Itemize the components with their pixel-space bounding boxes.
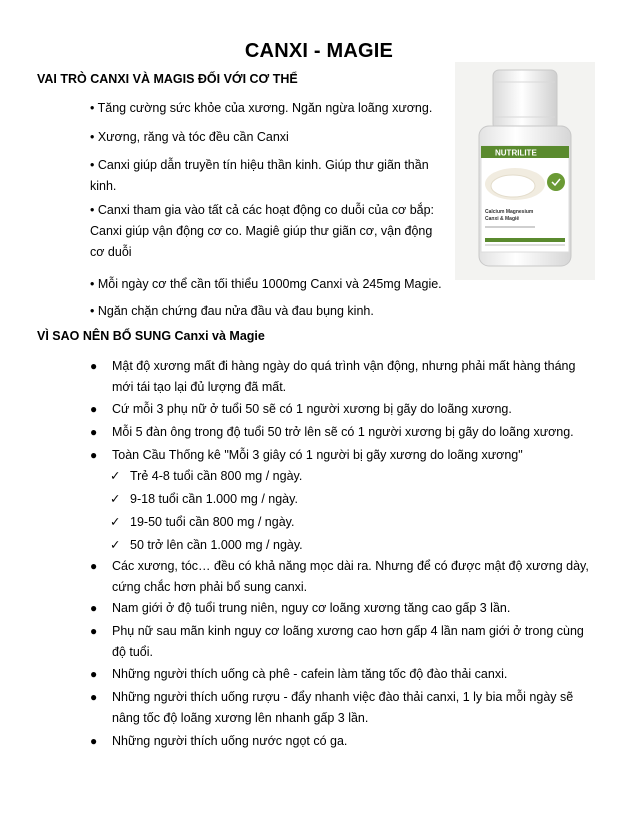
why-item: ● Phụ nữ sau mãn kinh nguy cơ loãng xương cao hơn gấp 4 lần nam giới ở trong cùng độ tuổi. bbox=[90, 621, 590, 663]
page-title: CANXI - MAGIE bbox=[244, 40, 394, 62]
bullet-icon: ● bbox=[90, 624, 98, 638]
product-brand: NUTRILITE bbox=[495, 148, 537, 158]
why-item: ● Các xương, tóc… đều có khả năng mọc dài ra. Nhưng để có được mật độ xương dày, cứng chắc hơn phải bổ sung canxi. bbox=[90, 556, 590, 598]
check-icon: ✓ bbox=[110, 492, 121, 506]
bullet-icon: ● bbox=[90, 359, 98, 373]
bullet-icon: ● bbox=[90, 559, 98, 573]
checklist-item: ✓ 9-18 tuổi cần 1.000 mg / ngày. bbox=[110, 489, 298, 510]
checklist-item: ✓ Trẻ 4-8 tuổi cần 800 mg / ngày. bbox=[110, 466, 302, 487]
product-name-vi: Canxi & Magiê bbox=[485, 216, 520, 222]
why-item: ● Những người thích uống nước ngọt có ga. bbox=[90, 731, 590, 752]
role-item: • Mỗi ngày cơ thể cần tối thiểu 1000mg Canxi và 245mg Magie. bbox=[90, 277, 442, 291]
why-item: ● Toàn Cầu Thống kê "Mỗi 3 giây có 1 người bị gãy xương do loãng xương" bbox=[90, 445, 590, 466]
role-item: • Ngăn chặn chứng đau nửa đầu và đau bụng kinh. bbox=[90, 304, 374, 318]
bullet-icon: ● bbox=[90, 690, 98, 704]
checklist-item: ✓ 50 trở lên cần 1.000 mg / ngày. bbox=[110, 535, 303, 556]
product-image bbox=[455, 62, 595, 280]
why-item: ● Những người thích uống rượu - đẩy nhanh việc đào thải canxi, 1 ly bia mỗi ngày sẽ nâng tốc độ loãng xương lên nhanh gấp 3 lần. bbox=[90, 687, 590, 729]
bullet-icon: ● bbox=[90, 601, 98, 615]
check-icon: ✓ bbox=[110, 469, 121, 483]
why-item: ● Mật độ xương mất đi hàng ngày do quá trình vận động, nhưng phải mất hàng tháng mới tái tạo lại đủ lượng đã mất. bbox=[90, 356, 590, 398]
bullet-icon: ● bbox=[90, 734, 98, 748]
role-item: • Canxi giúp dẫn truyền tín hiệu thần kinh. Giúp thư giãn thần kinh. bbox=[90, 158, 429, 193]
role-item: • Canxi tham gia vào tất cả các hoạt động co duỗi của cơ bắp: Canxi giúp vận động cơ co. Magiê giúp thư giãn cơ, vận động cơ duỗi bbox=[90, 203, 435, 259]
why-item: ● Những người thích uống cà phê - cafein làm tăng tốc độ đào thải canxi. bbox=[90, 664, 590, 685]
check-icon: ✓ bbox=[110, 515, 121, 529]
product-name-en: Calcium Magnesium bbox=[485, 209, 534, 215]
checklist-item: ✓ 19-50 tuổi cần 800 mg / ngày. bbox=[110, 512, 294, 533]
supplement-bottle-icon bbox=[455, 62, 595, 280]
role-item: • Tăng cường sức khỏe của xương. Ngăn ngừa loãng xương. bbox=[90, 101, 433, 115]
section-heading-why: VÌ SAO NÊN BỔ SUNG Canxi và Magie bbox=[37, 329, 265, 343]
bullet-icon: ● bbox=[90, 448, 98, 462]
why-item: ● Nam giới ở độ tuổi trung niên, nguy cơ loãng xương tăng cao gấp 3 lần. bbox=[90, 598, 590, 619]
why-item: ● Cứ mỗi 3 phụ nữ ở tuổi 50 sẽ có 1 người xương bị gãy do loãng xương. bbox=[90, 399, 590, 420]
bullet-icon: ● bbox=[90, 402, 98, 416]
role-item: • Xương, răng và tóc đều cần Canxi bbox=[90, 130, 289, 144]
check-icon: ✓ bbox=[110, 538, 121, 552]
why-item: ● Mỗi 5 đàn ông trong độ tuổi 50 trở lên sẽ có 1 người xương bị gãy do loãng xương. bbox=[90, 422, 590, 443]
bullet-icon: ● bbox=[90, 667, 98, 681]
section-heading-role: VAI TRÒ CANXI VÀ MAGIS ĐỐI VỚI CƠ THỂ bbox=[37, 72, 298, 86]
bullet-icon: ● bbox=[90, 425, 98, 439]
